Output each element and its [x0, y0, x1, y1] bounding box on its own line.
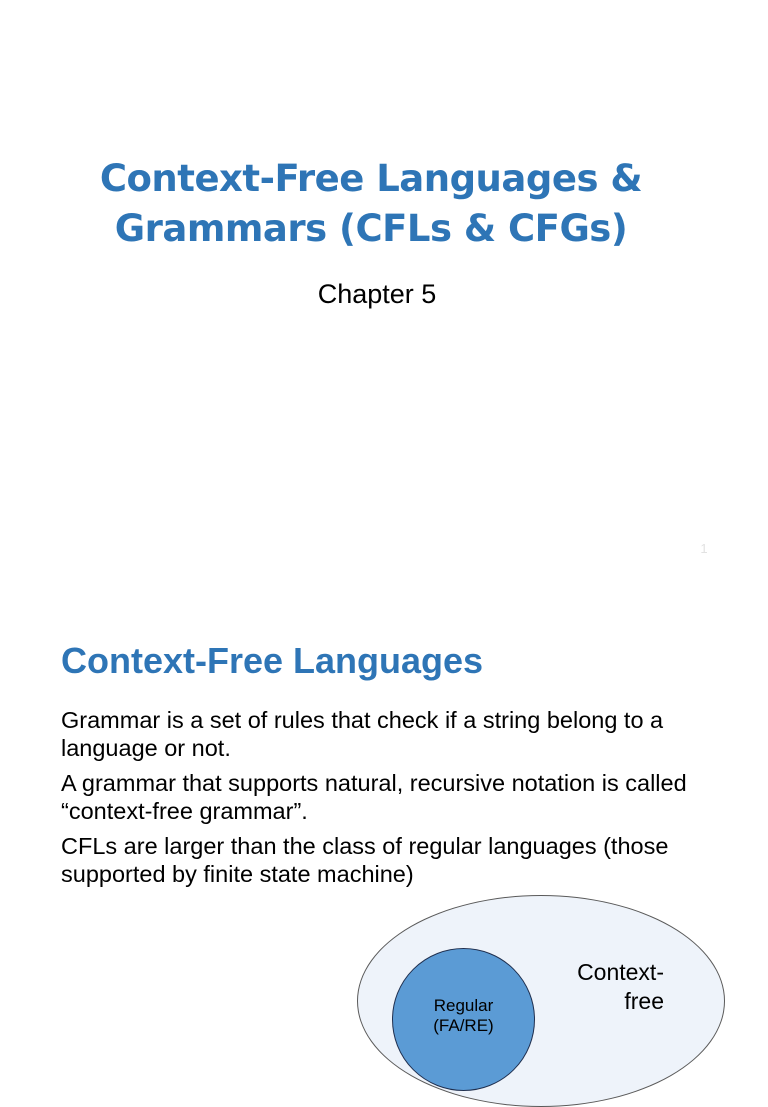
- context-free-set-label-line-2: free: [624, 988, 664, 1014]
- slide-1-subtitle: Chapter 5: [317, 279, 437, 309]
- bullet-item: A grammar that supports natural, recursive notation is called “context-free grammar”.: [61, 770, 687, 824]
- regular-set-label-line-1: Regular: [433, 996, 494, 1015]
- context-free-set-label-line-1: Context-: [577, 959, 664, 985]
- context-free-set-label: [548, 958, 664, 1016]
- slide-1-title-line-1: Context-Free Languages &: [99, 157, 643, 200]
- slide-1-title: [60, 154, 682, 254]
- bullet-item: CFLs are larger than the class of regular languages (those supported by finite state machine): [61, 833, 669, 887]
- bullet-item: Grammar is a set of rules that check if a string belong to a language or not.: [61, 707, 664, 761]
- slide-1-title-line-2: Grammars (CFLs & CFGs): [114, 207, 628, 250]
- slide-2-title: Context-Free Languages: [61, 640, 484, 681]
- slide-number: 1: [700, 541, 708, 556]
- regular-set-label-line-2: (FA/RE): [433, 1016, 494, 1035]
- bullet-list: [61, 706, 721, 895]
- regular-set-label: [392, 996, 535, 1036]
